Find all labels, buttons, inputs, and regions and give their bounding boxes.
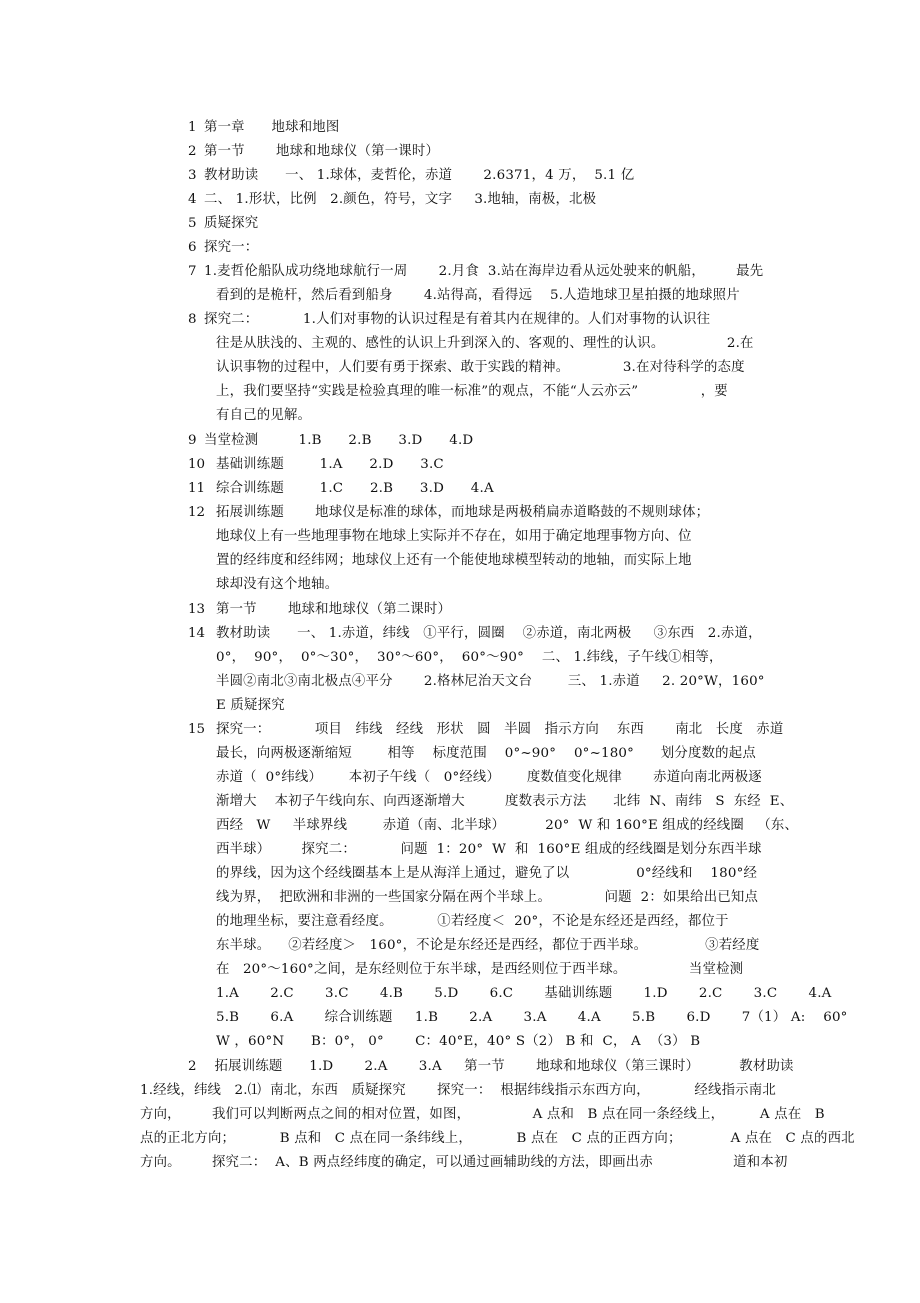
line-number: 1 xyxy=(188,120,197,135)
text-line: 地球仪上有一些地理事物在地球上实际并不存在，如用于确定地理事物方向、位 xyxy=(216,529,692,544)
text-line: 教材助读 一、 1.赤道，纬线 ①平行，圆圈 ②赤道，南北两极 ③东西 2.赤道， xyxy=(216,626,762,641)
text-line: 1.A 2.C 3.C 4.B 5.D 6.C 基础训练题 1.D 2.C 3.C 4.A xyxy=(216,986,832,1001)
text-line: 方向。 探究二： A、B 两点经纬度的确定，可以通过画辅助线的方法，即画出赤 道和本初 xyxy=(140,1155,788,1170)
text-line: 2 拓展训练题 1.D 2.A 3.A 第一节 地球和地球仪（第三课时） 教材助读 xyxy=(188,1059,794,1074)
text-line: 往是从肤浅的、主观的、感性的认识上升到深入的、客观的、理性的认识。 2.在 xyxy=(216,336,754,351)
text-line: 第一章 地球和地图 xyxy=(204,120,340,135)
text-line: 探究一： 项目 纬线 经线 形状 圆 半圆 指示方向 东西 南北 长度 赤道 xyxy=(216,722,784,737)
text-line: 西半球） 探究二： 问题 1：20° W 和 160°E 组成的经线圈是划分东西半球 xyxy=(216,842,762,857)
text-line: 在 20°～160°之间，是东经则位于东半球，是西经则位于西半球。 当堂检测 xyxy=(216,962,744,977)
text-line: 的界线，因为这个经线圈基本上是从海洋上通过，避免了以 0°经线和 180°经 xyxy=(216,866,758,881)
line-number: 12 xyxy=(188,505,206,520)
line-number: 15 xyxy=(188,722,206,737)
line-number: 8 xyxy=(188,312,197,327)
text-line: 综合训练题 1.C 2.B 3.D 4.A xyxy=(216,481,494,496)
text-line: 基础训练题 1.A 2.D 3.C xyxy=(216,457,444,472)
text-line: 探究一： xyxy=(204,240,259,255)
text-line: 1.麦哲伦船队成功绕地球航行一周 2.月食 3.站在海岸边看从远处驶来的帆船， 最先 xyxy=(204,264,764,279)
line-number: 6 xyxy=(188,240,197,255)
text-line: W ，60°N B：0°， 0° C：40°E，40° S（2） B 和 C， A （3） B xyxy=(216,1034,701,1049)
text-line: 0°， 90°， 0°～30°， 30°～60°， 60°～90° 二、 1.纬线，子午线①相等， xyxy=(216,650,723,665)
line-number: 10 xyxy=(188,457,206,472)
text-line: 当堂检测 1.B 2.B 3.D 4.D xyxy=(204,433,474,448)
text-line: 半圆②南北③南北极点④平分 2.格林尼治天文台 三、 1.赤道 2. 20°W，160° xyxy=(216,674,765,689)
text-line: 西经 W 半球界线 赤道（南、北半球） 20° W 和 160°E 组成的经线圈 （东、 xyxy=(216,818,799,833)
line-number: 5 xyxy=(188,216,197,231)
text-line: 点的正北方向； B 点和 C 点在同一条纬线上， B 点在 C 点的正西方向； A 点在 C 点的西北 xyxy=(140,1131,855,1146)
text-line: 1.经线，纬线 2.⑴ 南北，东西 质疑探究 探究一： 根据纬线指示东西方向， 经线指示南北 xyxy=(140,1083,776,1098)
text-line: 5.B 6.A 综合训练题 1.B 2.A 3.A 4.A 5.B 6.D 7（1） A: 60° xyxy=(216,1010,848,1025)
line-number: 13 xyxy=(188,602,206,617)
text-line: 赤道（ 0°纬线） 本初子午线（ 0°经线） 度数值变化规律 赤道向南北两极逐 xyxy=(216,770,762,785)
line-number: 7 xyxy=(188,264,197,279)
text-line: 球却没有这个地轴。 xyxy=(216,577,339,592)
line-number: 2 xyxy=(188,144,197,159)
text-line: 线为界， 把欧洲和非洲的一些国家分隔在两个半球上。 问题 2：如果给出已知点 xyxy=(216,890,759,905)
text-line: 拓展训练题 地球仪是标准的球体，而地球是两极稍扁赤道略鼓的不规则球体； xyxy=(216,505,710,520)
text-line: 二、 1.形状，比例 2.颜色，符号，文字 3.地轴，南极，北极 xyxy=(204,192,597,207)
text-line: 东半球。 ②若经度＞ 160°，不论是东经还是西经，都位于西半球。 ③若经度 xyxy=(216,938,760,953)
text-line: 看到的是桅杆，然后看到船身 4.站得高，看得远 5.人造地球卫星拍摄的地球照片 xyxy=(216,288,740,303)
text-line: E 质疑探究 xyxy=(216,698,285,713)
text-line: 第一节 地球和地球仪（第二课时） xyxy=(216,602,452,617)
line-number: 11 xyxy=(188,481,206,496)
text-line: 方向， 我们可以判断两点之间的相对位置，如图， A 点和 B 点在同一条经线上， A 点在 B xyxy=(140,1107,825,1122)
line-number: 3 xyxy=(188,168,197,183)
line-number: 14 xyxy=(188,626,206,641)
text-line: 上，我们要坚持“实践是检验真理的唯一标准”的观点，不能“人云亦云” ，要 xyxy=(216,384,728,399)
text-line: 质疑探究 xyxy=(204,216,259,231)
line-number: 9 xyxy=(188,433,197,448)
text-line: 置的经纬度和经纬网；地球仪上还有一个能使地球模型转动的地轴，而实际上地 xyxy=(216,553,692,568)
text-line: 第一节 地球和地球仪（第一课时） xyxy=(204,144,440,159)
text-line: 教材助读 一、 1.球体，麦哲伦，赤道 2.6371，4 万， 5.1 亿 xyxy=(204,168,635,183)
text-line: 探究二： 1.人们对事物的认识过程是有着其内在规律的。人们对事物的认识往 xyxy=(204,312,711,327)
line-number: 4 xyxy=(188,192,197,207)
text-line: 的地理坐标，要注意看经度。 ①若经度＜ 20°，不论是东经还是西经，都位于 xyxy=(216,914,729,929)
text-line: 最长，向两极逐渐缩短 相等 标度范围 0°~90° 0°~180° 划分度数的起点 xyxy=(216,746,756,761)
text-line: 渐增大 本初子午线向东、向西逐渐增大 度数表示方法 北纬 N、南纬 S 东经 E、 xyxy=(216,794,794,809)
text-line: 认识事物的过程中，人们要有勇于探索、敢于实践的精神。 3.在对待科学的态度 xyxy=(216,360,745,375)
text-line: 有自己的见解。 xyxy=(216,408,312,423)
